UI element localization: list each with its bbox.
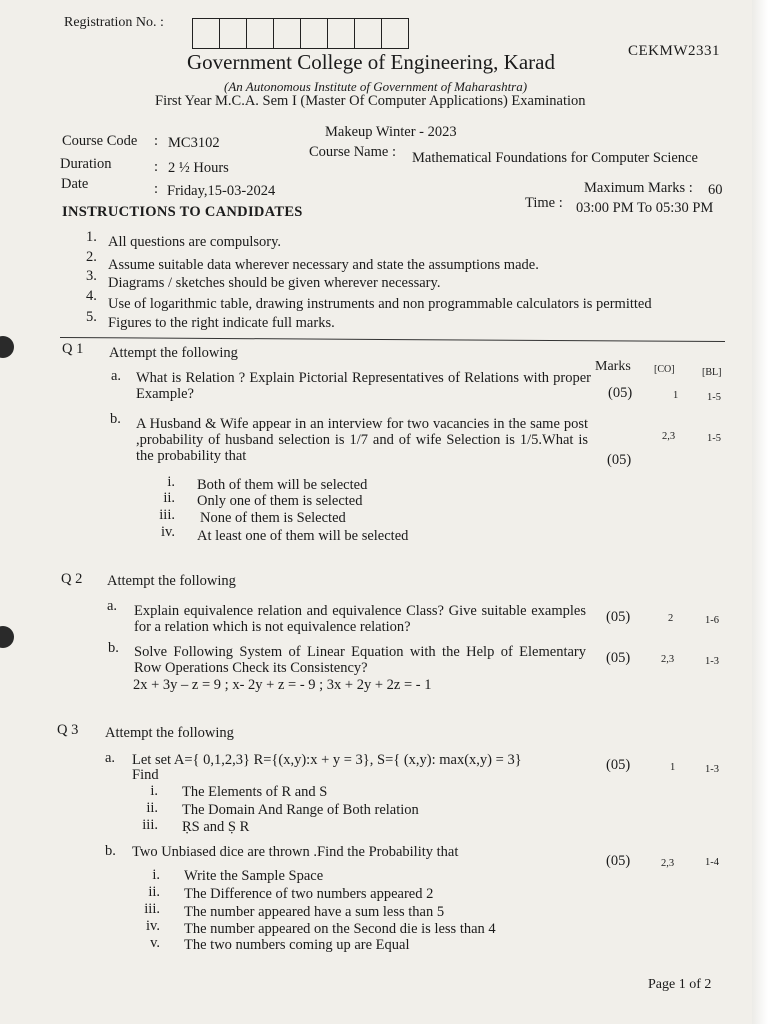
sub-text: The two numbers coming up are Equal: [184, 937, 410, 953]
question-text: Solve Following System of Linear Equation with the Help of Elementary Row Operations Check its Consistency?: [134, 644, 586, 676]
divider-line: [60, 337, 725, 342]
sub-number: i.: [167, 474, 175, 490]
sub-text: The Domain And Range of Both relation: [182, 802, 419, 818]
question-number: Q 2: [61, 571, 83, 587]
co-value: 1: [673, 390, 679, 401]
course-code-value: MC3102: [168, 135, 220, 151]
registration-box: [273, 18, 301, 49]
question-text: Find: [132, 767, 159, 783]
bl-value: 1-4: [705, 857, 719, 868]
paper-code: CEKMW2331: [628, 43, 720, 59]
sub-number: iii.: [144, 901, 160, 917]
punch-hole: [0, 336, 14, 358]
instruction-number: 1.: [86, 229, 97, 245]
marks-value: (05): [608, 385, 633, 401]
co-value: 1: [670, 762, 676, 773]
date-label: Date: [61, 176, 89, 192]
sub-text: Write the Sample Space: [184, 868, 324, 884]
co-column-header: [CO]: [654, 364, 675, 375]
instruction-number: 2.: [86, 249, 97, 265]
date-value: Friday,15-03-2024: [167, 183, 276, 199]
co-value: 2: [668, 613, 674, 624]
registration-box: [246, 18, 274, 49]
question-title: Attempt the following: [109, 345, 238, 361]
marks-value: (05): [606, 757, 631, 773]
time-label: Time :: [525, 195, 563, 211]
bl-value: 1-3: [705, 656, 719, 667]
registration-box: [354, 18, 382, 49]
sub-text: The number appeared have a sum less than 5: [184, 904, 445, 920]
sub-number: ii.: [163, 490, 175, 506]
sub-text: At least one of them will be selected: [197, 528, 409, 544]
registration-boxes: [193, 18, 409, 49]
marks-value: (05): [606, 650, 631, 666]
instruction-text: Figures to the right indicate full marks.: [108, 315, 335, 331]
item-letter: b.: [108, 640, 119, 656]
registration-box: [381, 18, 409, 49]
colon: :: [154, 159, 159, 175]
sub-number: v.: [150, 935, 160, 951]
registration-label: Registration No. :: [64, 15, 164, 30]
exam-session: Makeup Winter - 2023: [325, 124, 457, 140]
sub-number: iv.: [161, 524, 175, 540]
course-name-value: Mathematical Foundations for Computer Science: [412, 150, 698, 166]
bl-value: 1-5: [707, 392, 721, 403]
question-title: Attempt the following: [107, 573, 236, 589]
sub-number: iii.: [159, 507, 175, 523]
colon: :: [154, 181, 159, 197]
instruction-text: Diagrams / sketches should be given wherever necessary.: [108, 275, 441, 291]
bl-value: 1-3: [705, 764, 719, 775]
question-title: Attempt the following: [105, 725, 234, 741]
sub-number: i.: [152, 867, 160, 883]
item-letter: b.: [105, 843, 116, 859]
sub-number: ii.: [148, 884, 160, 900]
sub-text: ṚS and Ṣ R: [182, 819, 250, 835]
instructions-heading: INSTRUCTIONS TO CANDIDATES: [62, 204, 303, 220]
registration-box: [192, 18, 220, 49]
item-letter: a.: [111, 368, 122, 384]
co-value: 2,3: [661, 654, 675, 665]
question-number: Q 3: [57, 722, 79, 738]
marks-column-header: Marks: [595, 359, 631, 374]
max-marks-value: 60: [708, 182, 723, 198]
duration-value: 2 ½ Hours: [168, 160, 229, 176]
sub-number: iii.: [142, 817, 158, 833]
sub-text: The Difference of two numbers appeared 2: [184, 886, 434, 902]
bl-value: 1-5: [707, 433, 721, 444]
marks-value: (05): [606, 609, 631, 625]
instruction-text: Use of logarithmic table, drawing instruments and non programmable calculators is permitted: [108, 296, 652, 312]
sub-text: The number appeared on the Second die is less than 4: [184, 921, 496, 937]
registration-box: [327, 18, 355, 49]
question-text: A Husband & Wife appear in an interview for two vacancies in the same post ,probability of husband selection is 1/7 and of wife Selection is 1/5.What is the probability that: [136, 416, 588, 464]
question-number: Q 1: [62, 341, 84, 357]
course-code-label: Course Code: [62, 133, 138, 149]
item-letter: a.: [105, 750, 116, 766]
instruction-number: 5.: [86, 309, 97, 325]
duration-label: Duration: [60, 156, 112, 172]
time-value: 03:00 PM To 05:30 PM: [576, 200, 714, 216]
course-name-label: Course Name :: [309, 144, 396, 160]
instruction-text: Assume suitable data wherever necessary and state the assumptions made.: [108, 257, 539, 273]
item-letter: a.: [107, 598, 118, 614]
co-value: 2,3: [662, 431, 676, 442]
sub-text: None of them is Selected: [200, 510, 346, 526]
instruction-number: 4.: [86, 288, 97, 304]
sub-number: iv.: [146, 918, 160, 934]
bl-column-header: [BL]: [702, 367, 722, 378]
bl-value: 1-6: [705, 615, 719, 626]
sub-text: Both of them will be selected: [197, 477, 368, 493]
punch-hole: [0, 626, 14, 648]
registration-box: [219, 18, 247, 49]
question-text: Explain equivalence relation and equivalence Class? Give suitable examples for a relation which is not equivalence relation?: [134, 603, 586, 635]
item-letter: b.: [110, 411, 121, 427]
registration-box: [300, 18, 328, 49]
instruction-number: 3.: [86, 268, 97, 284]
question-text: Two Unbiased dice are thrown .Find the Probability that: [132, 844, 459, 860]
sub-text: The Elements of R and S: [182, 784, 328, 800]
instruction-text: All questions are compulsory.: [108, 234, 282, 250]
program-title: First Year M.C.A. Sem I (Master Of Computer Applications) Examination: [155, 93, 586, 109]
autonomous-subtitle: (An Autonomous Institute of Government of Maharashtra): [224, 79, 528, 94]
max-marks-label: Maximum Marks :: [584, 180, 693, 196]
question-text: Let set A={ 0,1,2,3} R={(x,y):x + y = 3}, S={ (x,y): max(x,y) = 3}: [132, 752, 522, 768]
marks-value: (05): [607, 452, 632, 468]
college-name: Government College of Engineering, Karad: [187, 50, 555, 74]
sub-number: ii.: [146, 800, 158, 816]
marks-value: (05): [606, 853, 631, 869]
co-value: 2,3: [661, 858, 675, 869]
page-edge-shadow: [752, 0, 768, 1024]
sub-number: i.: [150, 783, 158, 799]
page-number: Page 1 of 2: [648, 977, 712, 992]
colon: :: [154, 133, 159, 149]
sub-text: Only one of them is selected: [197, 493, 363, 509]
question-text: What is Relation ? Explain Pictorial Representatives of Relations with proper Example?: [136, 370, 591, 402]
equation: 2x + 3y – z = 9 ; x- 2y + z = - 9 ; 3x + 2y + 2z = - 1: [133, 677, 432, 693]
